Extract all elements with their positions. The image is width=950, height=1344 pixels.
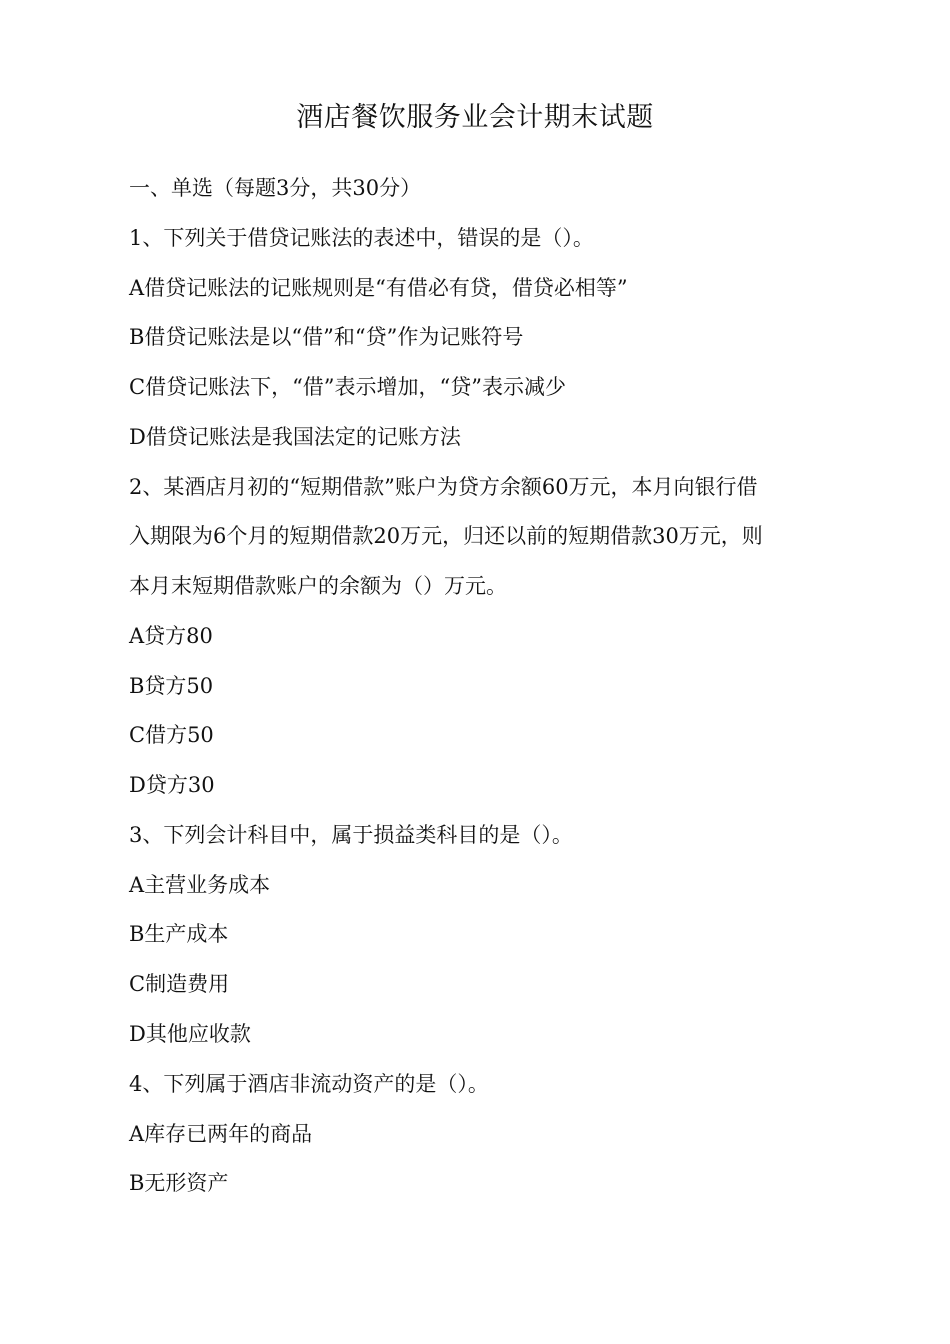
question-2-option-c: C借方50 xyxy=(129,723,214,747)
document-title: 酒店餐饮服务业会计期末试题 xyxy=(296,102,654,133)
question-3-stem: 3、下列会计科目中，属于损益类科目的是（）。 xyxy=(129,823,573,847)
question-2-option-a: A贷方80 xyxy=(129,624,213,648)
question-4-option-b: B无形资产 xyxy=(129,1171,229,1195)
question-3-option-c: C制造费用 xyxy=(129,972,230,996)
question-4-option-a: A库存已两年的商品 xyxy=(129,1122,313,1146)
question-2-option-d: D贷方30 xyxy=(129,773,215,797)
question-1-option-d: D借贷记账法是我国法定的记账方法 xyxy=(129,425,461,449)
question-2-stem-line-2: 入期限为6个月的短期借款20万元，归还以前的短期借款30万元，则 xyxy=(129,524,763,548)
question-2-stem-line-3: 本月末短期借款账户的余额为（）万元。 xyxy=(129,574,507,598)
question-1-option-c: C借贷记账法下，“借”表示增加，“贷”表示减少 xyxy=(129,375,567,399)
question-2-option-b: B贷方50 xyxy=(129,674,214,698)
question-4-stem: 4、下列属于酒店非流动资产的是（）。 xyxy=(129,1072,489,1096)
question-1-stem: 1、下列关于借贷记账法的表述中，错误的是（）。 xyxy=(129,226,594,250)
question-3-option-b: B生产成本 xyxy=(129,922,229,946)
section-heading: 一、单选（每题3分，共30分） xyxy=(129,176,422,200)
question-2-stem-line-1: 2、某酒店月初的“短期借款”账户为贷方余额60万元，本月向银行借 xyxy=(129,475,758,499)
question-1-option-b: B借贷记账法是以“借”和“贷”作为记账符号 xyxy=(129,325,524,349)
question-3-option-d: D其他应收款 xyxy=(129,1022,251,1046)
question-1-option-a: A借贷记账法的记账规则是“有借必有贷，借贷必相等” xyxy=(129,276,628,300)
question-3-option-a: A主营业务成本 xyxy=(129,873,271,897)
